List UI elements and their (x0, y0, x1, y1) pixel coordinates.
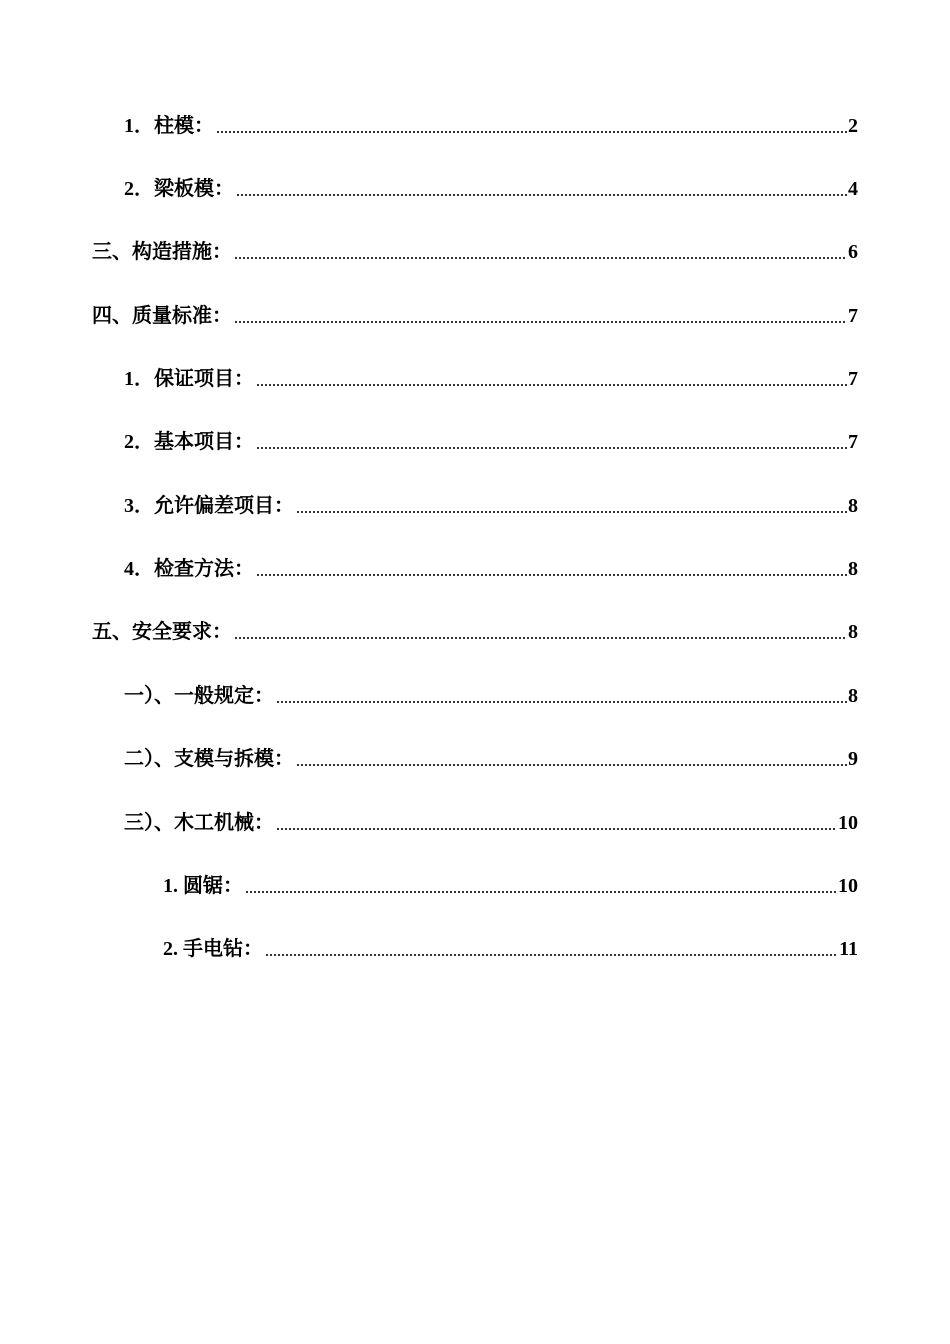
toc-entry-label: 四、质量标准： (92, 305, 232, 327)
toc-entry-basic-items[interactable] (124, 428, 858, 456)
toc-entry-erecting-dismantling[interactable] (124, 745, 858, 773)
toc-dot-leader (234, 302, 847, 330)
toc-dot-leader (234, 618, 847, 646)
toc-entry-circular-saw[interactable] (163, 872, 858, 900)
toc-page-number: 4 (848, 178, 858, 200)
toc-dot-leader (256, 555, 847, 583)
toc-entry-quality-standards[interactable] (92, 302, 858, 330)
toc-entry-label: 1．柱模： (124, 115, 214, 137)
toc-dot-leader (276, 682, 847, 710)
toc-dot-leader (265, 935, 838, 963)
toc-entry-label: 1. 圆锯： (163, 875, 243, 897)
toc-entry-label: 3．允许偏差项目： (124, 495, 294, 517)
toc-entry-label: 2. 手电钻： (163, 938, 263, 960)
toc-entry-woodworking-machinery[interactable] (124, 809, 858, 837)
toc-entry-label: 1．保证项目： (124, 368, 254, 390)
toc-dot-leader (296, 745, 847, 773)
toc-page-number: 8 (848, 685, 858, 707)
toc-entry-general-rules[interactable] (124, 682, 858, 710)
toc-page-number: 10 (838, 875, 858, 897)
toc-dot-leader (216, 112, 847, 140)
toc-page-number: 7 (848, 431, 858, 453)
toc-entry-label: 三）、木工机械： (124, 812, 274, 834)
toc-entry-allowable-deviation[interactable] (124, 492, 858, 520)
toc-entry-label: 五、安全要求： (92, 621, 232, 643)
toc-page-number: 9 (848, 748, 858, 770)
toc-page-number: 11 (839, 938, 858, 960)
toc-entry-label: 三、构造措施： (92, 241, 232, 263)
toc-dot-leader (234, 238, 847, 266)
toc-page-number: 6 (848, 241, 858, 263)
toc-dot-leader (296, 492, 847, 520)
toc-dot-leader (245, 872, 837, 900)
toc-entry-inspection-methods[interactable] (124, 555, 858, 583)
toc-entry-guaranteed-items[interactable] (124, 365, 858, 393)
toc-dot-leader (256, 428, 847, 456)
toc-entry-column-formwork[interactable] (124, 112, 858, 140)
toc-dot-leader (276, 809, 837, 837)
toc-dot-leader (256, 365, 847, 393)
toc-dot-leader (236, 175, 847, 203)
toc-entry-label: 2．基本项目： (124, 431, 254, 453)
toc-page-number: 7 (848, 305, 858, 327)
toc-entry-label: 4．检查方法： (124, 558, 254, 580)
toc-page-number: 8 (848, 495, 858, 517)
toc-page-number: 7 (848, 368, 858, 390)
toc-entry-label: 2．梁板模： (124, 178, 234, 200)
toc-entry-construction-measures[interactable] (92, 238, 858, 266)
toc-page-number: 10 (838, 812, 858, 834)
toc-entry-label: 一）、一般规定： (124, 685, 274, 707)
toc-page-number: 2 (848, 115, 858, 137)
toc-entry-safety-requirements[interactable] (92, 618, 858, 646)
toc-entry-label: 二）、支模与拆模： (124, 748, 294, 770)
toc-entry-beam-slab-formwork[interactable] (124, 175, 858, 203)
toc-entry-hand-drill[interactable] (163, 935, 858, 963)
toc-page-number: 8 (848, 558, 858, 580)
toc-page-number: 8 (848, 621, 858, 643)
